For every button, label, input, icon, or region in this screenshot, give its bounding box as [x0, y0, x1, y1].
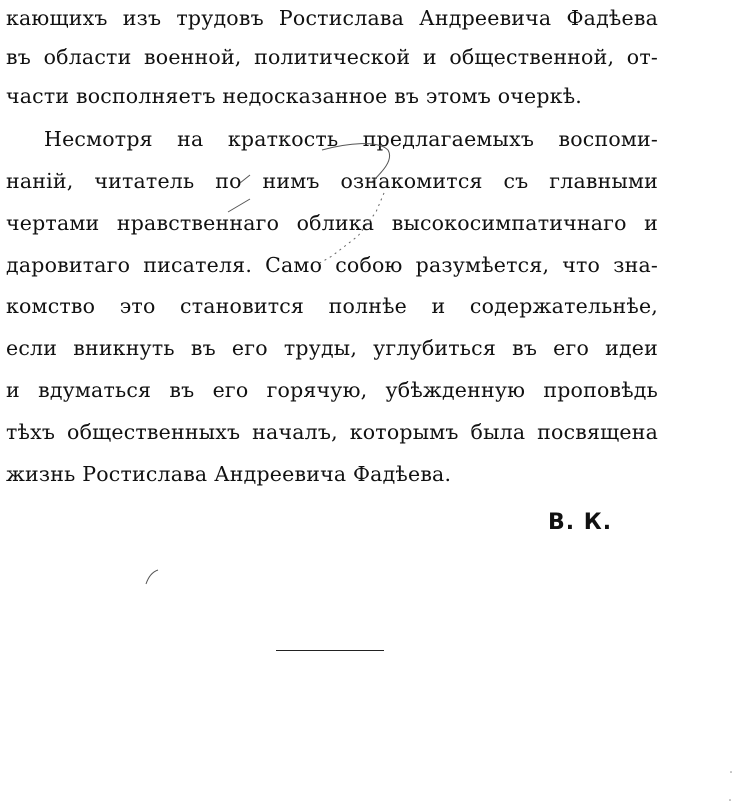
- text-line: Несмотря на краткость предлагаемыхъ воспоми-: [44, 127, 658, 151]
- text-line: даровитаго писателя. Само собою разумѣется, что зна-: [6, 253, 658, 277]
- text-line: чертами нравственнаго облика высокосимпатичнаго и: [6, 211, 658, 235]
- text-line: наній, читатель по нимъ ознакомится съ главными: [6, 169, 658, 193]
- text-line: въ области военной, политической и общественной, от-: [6, 45, 658, 69]
- closing-rule: [276, 650, 384, 651]
- text-line: и вдуматься въ его горячую, убѣжденную проповѣдь: [6, 378, 658, 402]
- author-initials: В. К.: [548, 510, 613, 535]
- speck-mark: [729, 799, 731, 801]
- text-line: кающихъ изъ трудовъ Ростислава Андреевича Фадѣева: [6, 6, 658, 30]
- text-line: тѣхъ общественныхъ началъ, которымъ была посвящена: [6, 420, 658, 444]
- text-line: если вникнуть въ его труды, углубиться въ его идеи: [6, 336, 658, 360]
- text-line: комство это становится полнѣе и содержательнѣе,: [6, 294, 658, 318]
- text-line: части восполняетъ недосказанное въ этомъ очеркѣ.: [6, 84, 583, 108]
- speck-mark: [730, 771, 732, 773]
- text-line: жизнь Ростислава Андреевича Фадѣева.: [6, 462, 452, 486]
- pencil-tick-mark: [146, 570, 158, 584]
